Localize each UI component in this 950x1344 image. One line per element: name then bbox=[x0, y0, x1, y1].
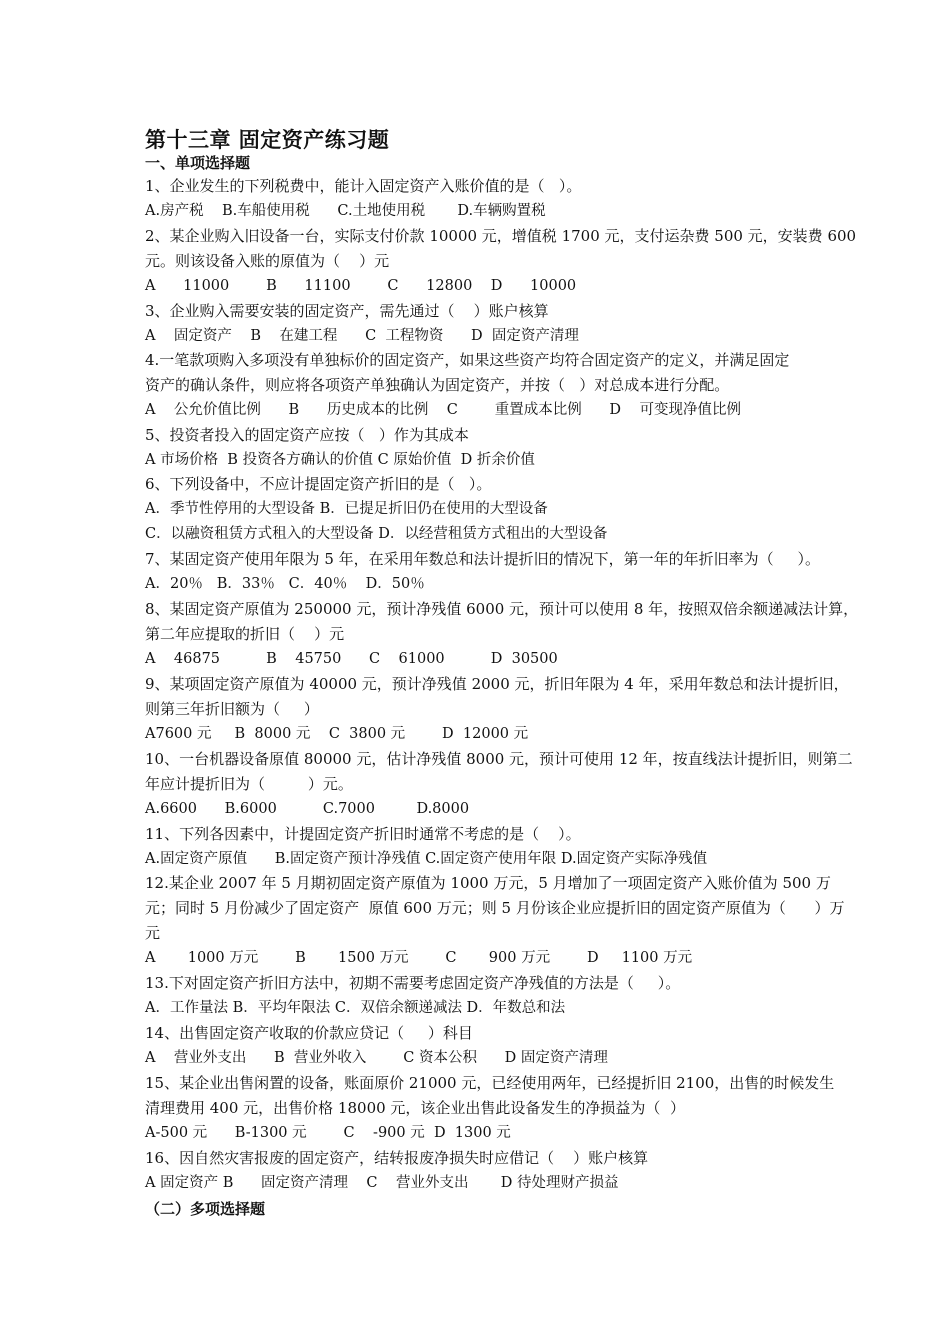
question-9-line-2: 则第三年折旧额为（ ） bbox=[145, 700, 319, 718]
options-5: A 市场价格 B 投资各方确认的价值 C 原始价值 D 折余价值 bbox=[145, 452, 535, 468]
options-10: A.6600 B.6000 C.7000 D.8000 bbox=[145, 801, 470, 817]
question-12-line-3: 元 bbox=[145, 924, 161, 942]
question-16: 16、因自然灾害报废的固定资产，结转报废净损失时应借记（ ）账户核算 bbox=[145, 1149, 649, 1167]
chapter-title: 第十三章 固定资产练习题 bbox=[145, 127, 390, 152]
question-7: 7、某固定资产使用年限为 5 年，在采用年数总和法计提折旧的情况下，第一年的年折旧率为（ ）。 bbox=[145, 550, 820, 568]
options-12: A 1000 万元 B 1500 万元 C 900 万元 D 1100 万元 bbox=[145, 950, 693, 966]
options-15: A-500 元 B-1300 元 C -900 元 D 1300 元 bbox=[145, 1125, 511, 1141]
options-6-line-2: C．以融资租赁方式租入的大型设备 D．以经营租赁方式租出的大型设备 bbox=[145, 526, 608, 542]
options-3: A 固定资产 B 在建工程 C 工程物资 D 固定资产清理 bbox=[145, 328, 579, 344]
question-14: 14、出售固定资产收取的价款应贷记（ ）科目 bbox=[145, 1024, 473, 1042]
question-4-line-2: 资产的确认条件，则应将各项资产单独确认为固定资产，并按（ ）对总成本进行分配。 bbox=[145, 376, 730, 394]
options-6-line-1: A．季节性停用的大型设备 B．已提足折旧仍在使用的大型设备 bbox=[145, 501, 548, 517]
question-2-line-2: 元。则该设备入账的原值为（ ）元 bbox=[145, 252, 390, 270]
question-8-line-1: 8、某固定资产原值为 250000 元，预计净残值 6000 元，预计可以使用 8 年，按照双倍余额递减法计算， bbox=[145, 600, 859, 618]
question-6: 6、下列设备中，不应计提固定资产折旧的是（ ）。 bbox=[145, 475, 492, 493]
question-12-line-2: 元；同时 5 月份减少了固定资产 原值 600 万元；则 5 月份该企业应提折旧的固定资产原值为（ ）万 bbox=[145, 899, 845, 917]
section-heading-single-choice: 一、单项选择题 bbox=[145, 154, 251, 172]
question-15-line-2: 清理费用 400 元，出售价格 18000 元，该企业出售此设备发生的净损益为（ ） bbox=[145, 1099, 685, 1117]
options-4: A 公允价值比例 B 历史成本的比例 C 重置成本比例 D 可变现净值比例 bbox=[145, 402, 741, 418]
options-14: A 营业外支出 B 营业外收入 C 资本公积 D 固定资产清理 bbox=[145, 1050, 608, 1066]
options-8: A 46875 B 45750 C 61000 D 30500 bbox=[145, 651, 558, 667]
question-10-line-2: 年应计提折旧为（ ）元。 bbox=[145, 775, 353, 793]
question-4-line-1: 4.一笔款项购入多项没有单独标价的固定资产，如果这些资产均符合固定资产的定义，并满足固定 bbox=[145, 351, 790, 369]
question-8-line-2: 第二年应提取的折旧（ ）元 bbox=[145, 625, 345, 643]
question-15-line-1: 15、某企业出售闲置的设备，账面原价 21000 元，已经使用两年，已经提折旧 2100，出售的时候发生 bbox=[145, 1074, 835, 1092]
options-9: A7600 元 B 8000 元 C 3800 元 D 12000 元 bbox=[145, 726, 529, 742]
question-1: 1、企业发生的下列税费中，能计入固定资产入账价值的是（ ）。 bbox=[145, 177, 582, 195]
question-11: 11、下列各因素中，计提固定资产折旧时通常不考虑的是（ ）。 bbox=[145, 825, 581, 843]
question-5: 5、投资者投入的固定资产应按（ ）作为其成本 bbox=[145, 426, 469, 444]
options-13: A．工作量法 B．平均年限法 C．双倍余额递减法 D．年数总和法 bbox=[145, 1000, 566, 1016]
options-16: A 固定资产 B 固定资产清理 C 营业外支出 D 待处理财产损益 bbox=[145, 1175, 619, 1191]
options-11: A.固定资产原值 B.固定资产预计净残值 C.固定资产使用年限 D.固定资产实际净残值 bbox=[145, 851, 708, 867]
options-1: A.房产税 B.车船使用税 C.土地使用税 D.车辆购置税 bbox=[145, 203, 546, 219]
options-2: A 11000 B 11100 C 12800 D 10000 bbox=[145, 278, 577, 294]
question-9-line-1: 9、某项固定资产原值为 40000 元，预计净残值 2000 元，折旧年限为 4 年，采用年数总和法计提折旧， bbox=[145, 675, 849, 693]
question-3: 3、企业购入需要安装的固定资产，需先通过（ ）账户核算 bbox=[145, 302, 549, 320]
question-2-line-1: 2、某企业购入旧设备一台，实际支付价款 10000 元，增值税 1700 元，支付运杂费 500 元，安装费 600 bbox=[145, 227, 857, 245]
question-12-line-1: 12.某企业 2007 年 5 月期初固定资产原值为 1000 万元，5 月增加了一项固定资产入账价值为 500 万 bbox=[145, 874, 831, 892]
question-13: 13.下对固定资产折旧方法中，初期不需要考虑固定资产净残值的方法是（ ）。 bbox=[145, 974, 681, 992]
options-7: A．20％ B．33％ C．40％ D．50％ bbox=[145, 576, 425, 592]
question-10-line-1: 10、一台机器设备原值 80000 元，估计净残值 8000 元，预计可使用 12 年，按直线法计提折旧，则第二 bbox=[145, 750, 853, 768]
section-heading-multiple-choice: （二）多项选择题 bbox=[145, 1200, 266, 1218]
